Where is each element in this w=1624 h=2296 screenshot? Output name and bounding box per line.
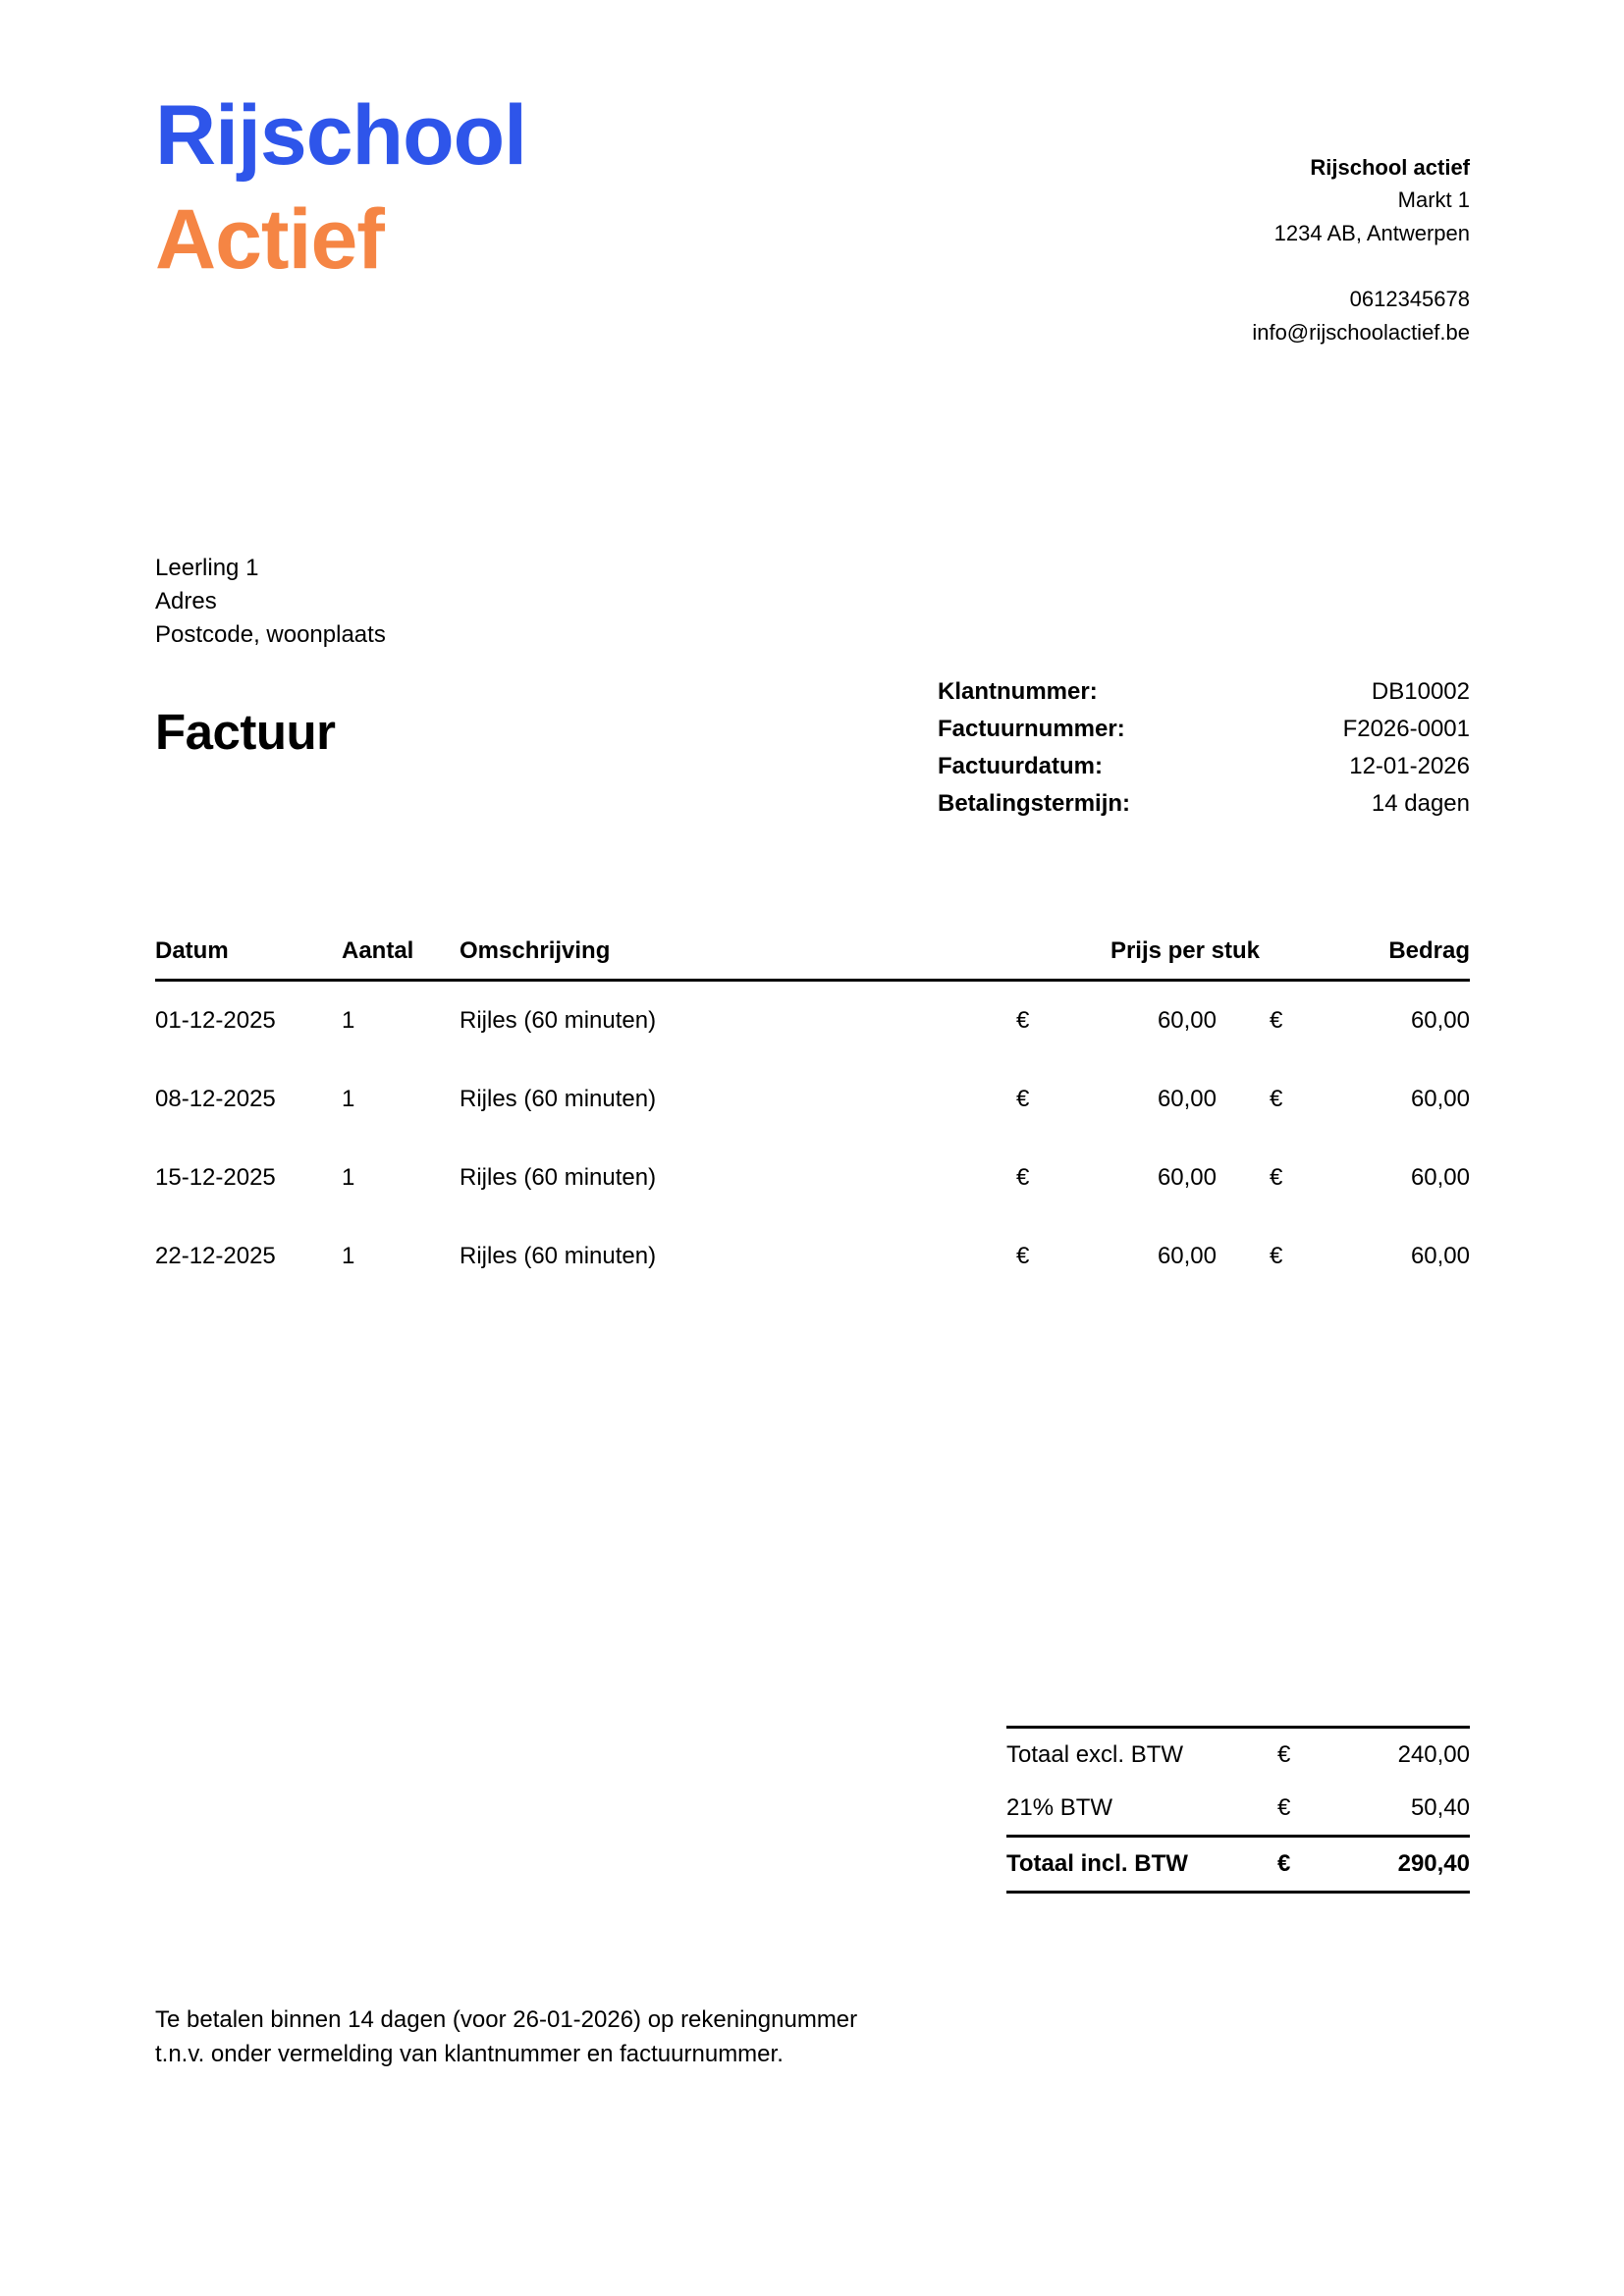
customer-address: Adres bbox=[155, 588, 217, 615]
logo-word-primary: Rijschool bbox=[155, 88, 527, 183]
meta-label-factuurnummer: Factuurnummer: bbox=[938, 715, 1125, 742]
invoice-header bbox=[155, 0, 1470, 345]
total-currency-btw: € bbox=[1277, 1794, 1291, 1821]
customer-city: Postcode, woonplaats bbox=[155, 621, 386, 649]
cell-bedrag: 60,00 bbox=[1410, 1243, 1470, 1269]
cell-currency-bedrag: € bbox=[1270, 1007, 1283, 1034]
customer-address-block bbox=[155, 552, 386, 652]
payment-instructions-line-2: t.n.v. onder vermelding van klantnummer en factuurnummer. bbox=[155, 2040, 784, 2067]
company-email: info@rijschoolactief.be bbox=[1252, 319, 1470, 345]
cell-currency-prijs: € bbox=[1016, 1164, 1030, 1191]
total-currency-excl-btw: € bbox=[1277, 1741, 1291, 1768]
cell-omschrijving: Rijles (60 minuten) bbox=[460, 1007, 657, 1034]
cell-currency-bedrag: € bbox=[1270, 1164, 1283, 1191]
company-block-spacer bbox=[1252, 249, 1470, 283]
cell-currency-prijs: € bbox=[1016, 1243, 1030, 1269]
meta-value-factuurdatum: 12-01-2026 bbox=[1349, 752, 1470, 779]
table-body bbox=[155, 982, 1470, 1296]
cell-datum: 15-12-2025 bbox=[155, 1164, 276, 1191]
column-header-aantal: Aantal bbox=[342, 937, 414, 964]
column-header-prijs: Prijs per stuk bbox=[1110, 937, 1260, 964]
cell-omschrijving: Rijles (60 minuten) bbox=[460, 1164, 657, 1191]
cell-omschrijving: Rijles (60 minuten) bbox=[460, 1086, 657, 1112]
logo-word-secondary: Actief bbox=[155, 191, 384, 287]
total-currency-incl-btw: € bbox=[1277, 1850, 1291, 1877]
column-header-omschrijving: Omschrijving bbox=[460, 937, 611, 964]
cell-datum: 01-12-2025 bbox=[155, 1007, 276, 1034]
meta-value-factuurnummer: F2026-0001 bbox=[1342, 715, 1470, 742]
payment-instructions bbox=[155, 2003, 1235, 2072]
totals-block bbox=[1006, 1726, 1470, 1894]
table-row bbox=[155, 1217, 1470, 1296]
total-amount-excl-btw: 240,00 bbox=[1397, 1741, 1470, 1768]
cell-bedrag: 60,00 bbox=[1410, 1086, 1470, 1112]
company-street: Markt 1 bbox=[1397, 187, 1470, 213]
line-items-table bbox=[155, 937, 1470, 1296]
invoice-meta-block bbox=[938, 673, 1470, 823]
cell-datum: 08-12-2025 bbox=[155, 1086, 276, 1112]
customer-name: Leerling 1 bbox=[155, 555, 259, 581]
total-amount-incl-btw: 290,40 bbox=[1397, 1850, 1470, 1877]
cell-aantal: 1 bbox=[342, 1007, 355, 1034]
meta-label-betalingstermijn: Betalingstermijn: bbox=[938, 789, 1131, 817]
cell-bedrag: 60,00 bbox=[1410, 1164, 1470, 1191]
company-city: 1234 AB, Antwerpen bbox=[1273, 220, 1470, 245]
meta-row-klantnummer bbox=[938, 673, 1470, 711]
meta-row-betalingstermijn bbox=[938, 785, 1470, 823]
cell-prijs: 60,00 bbox=[1157, 1007, 1217, 1034]
meta-label-klantnummer: Klantnummer: bbox=[938, 678, 1098, 705]
page-title: Factuur bbox=[155, 704, 336, 760]
table-row bbox=[155, 1060, 1470, 1139]
company-name: Rijschool actief bbox=[1310, 155, 1470, 180]
cell-bedrag: 60,00 bbox=[1410, 1007, 1470, 1034]
column-header-datum: Datum bbox=[155, 937, 229, 964]
meta-value-betalingstermijn: 14 dagen bbox=[1371, 789, 1470, 817]
total-label-btw: 21% BTW bbox=[1006, 1794, 1113, 1821]
table-row bbox=[155, 982, 1470, 1060]
table-header-row bbox=[155, 937, 1470, 979]
company-phone: 0612345678 bbox=[1349, 287, 1470, 312]
cell-aantal: 1 bbox=[342, 1243, 355, 1269]
cell-prijs: 60,00 bbox=[1157, 1086, 1217, 1112]
cell-currency-bedrag: € bbox=[1270, 1243, 1283, 1269]
company-address-block bbox=[1252, 151, 1470, 348]
column-header-bedrag: Bedrag bbox=[1388, 937, 1470, 964]
cell-currency-bedrag: € bbox=[1270, 1086, 1283, 1112]
cell-aantal: 1 bbox=[342, 1086, 355, 1112]
total-row-btw bbox=[1006, 1782, 1470, 1835]
table-header bbox=[155, 937, 1470, 982]
cell-omschrijving: Rijles (60 minuten) bbox=[460, 1243, 657, 1269]
total-amount-btw: 50,40 bbox=[1410, 1794, 1470, 1821]
total-row-incl-btw bbox=[1006, 1835, 1470, 1894]
cell-prijs: 60,00 bbox=[1157, 1164, 1217, 1191]
cell-prijs: 60,00 bbox=[1157, 1243, 1217, 1269]
total-row-excl-btw bbox=[1006, 1729, 1470, 1782]
cell-currency-prijs: € bbox=[1016, 1086, 1030, 1112]
meta-value-klantnummer: DB10002 bbox=[1371, 678, 1470, 705]
meta-row-factuurnummer bbox=[938, 711, 1470, 748]
total-label-excl-btw: Totaal excl. BTW bbox=[1006, 1741, 1184, 1768]
table-row bbox=[155, 1139, 1470, 1217]
cell-aantal: 1 bbox=[342, 1164, 355, 1191]
company-logo bbox=[155, 88, 527, 287]
payment-instructions-line-1: Te betalen binnen 14 dagen (voor 26-01-2026) op rekeningnummer bbox=[155, 2006, 858, 2033]
meta-row-factuurdatum bbox=[938, 748, 1470, 785]
total-label-incl-btw: Totaal incl. BTW bbox=[1006, 1850, 1188, 1877]
meta-label-factuurdatum: Factuurdatum: bbox=[938, 752, 1103, 779]
cell-currency-prijs: € bbox=[1016, 1007, 1030, 1034]
cell-datum: 22-12-2025 bbox=[155, 1243, 276, 1269]
